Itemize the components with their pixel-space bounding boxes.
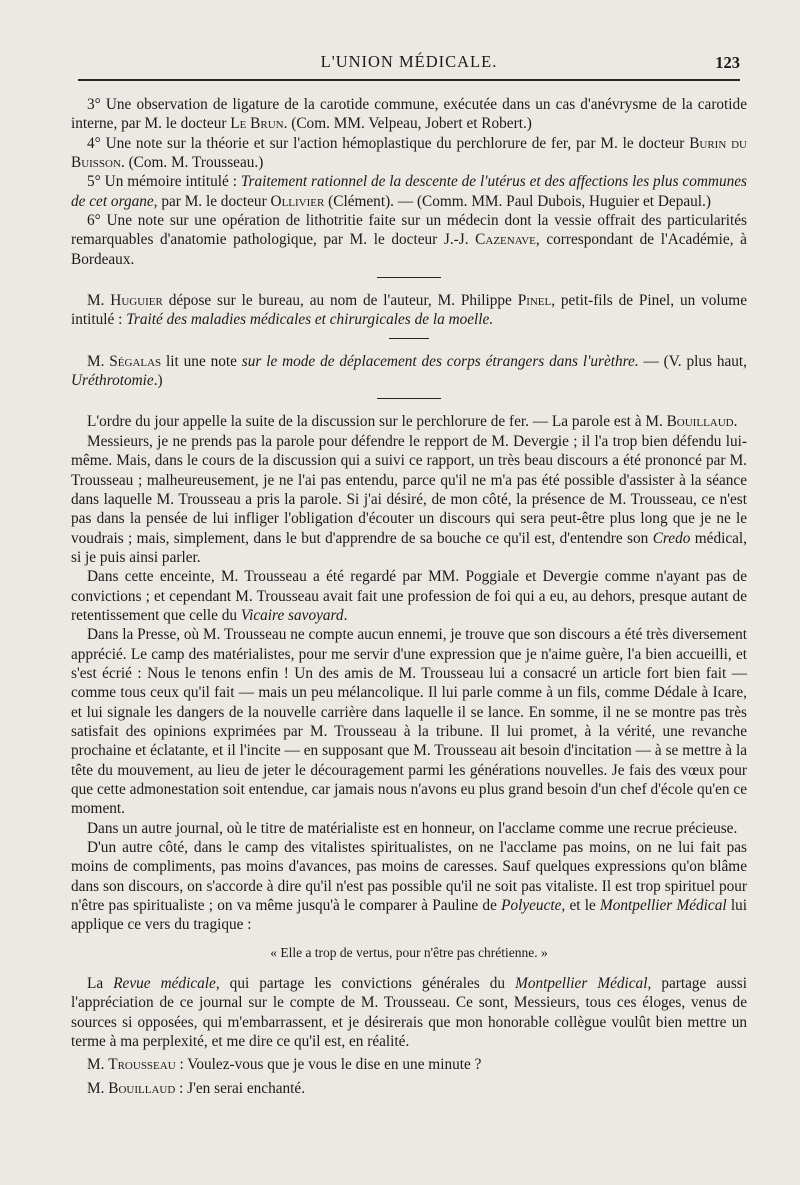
speech-paragraph-5: D'un autre côté, dans le camp des vitalistes spiritualistes, on ne l'acclame pas moins, on ne lui fait pas moins de compliments, pas moins d'avances, pas moins de caresses. Sauf quelques expressions qu'on blâme dans son discours, on s'accorde à dire qu'il n'est pas possible qu'il ne soit pas vitaliste. Il est trop spirituel pour n'être pas spiritualiste ; on va même jusqu'à le comparer à Pauline de Polyeucte, et le Montpellier Médical lui applique ce vers du tragique : [71,839,747,934]
running-title: L'UNION MÉDICALE. [320,52,498,71]
dialogue-bouillaud: M. Bouillaud : J'en serai enchanté. [87,1079,306,1097]
item-3: 3° Une observation de ligature de la carotide commune, exécutée dans un cas d'anévrysme de la carotide interne, par M. le docteur Le Brun. (Com. MM. Velpeau, Jobert et Robert.) [71,96,747,133]
item-5: 5° Un mémoire intitulé : Traitement rationnel de la descente de l'utérus et des affections les plus communes de cet organe, par M. le docteur Ollivier (Clément). — (Comm. MM. Paul Dubois, Huguier et Depaul.) [71,173,747,210]
speech-paragraph-6: La Revue médicale, qui partage les convictions générales du Montpellier Médical, partage aussi l'appréciation de ce journal sur le compte de M. Trousseau. Ce sont, Messieurs, tous ces éloges, venus de sources si opposées, qui m'embarrassent, et je désirerais que mon honorable collègue voulût bien mettre un terme à ma perplexité, et me dire ce qu'il est, en réalité. [71,975,747,1051]
dialogue-trousseau: M. Trousseau : Voulez-vous que je vous le dise en une minute ? [87,1056,482,1074]
order-of-day: L'ordre du jour appelle la suite de la discussion sur le perchlorure de fer. — La parole est à M. Bouillaud. [87,413,738,431]
speech-paragraph-3: Dans la Presse, où M. Trousseau ne compte aucun ennemi, je trouve que son discours a été très diversement apprécié. Le camp des matérialistes, pour me servir d'une expression que je n'aime guère, l'a bien accueilli, et s'est écrié : Nous le tenons enfin ! Un des amis de M. Trousseau lui a consacré un article fort bien fait — comme tous ceux qu'il fait — mais un peu mélancolique. Il lui parle comme à un fils, comme Dédale à Icare, et lui signale les dangers de la nouvelle carrière dans laquelle il se lance. En somme, il ne se montre pas très satisfait des opinions exprimées par M. Trousseau à la tribune. Il lui promet, à la vérité, une revanche prochaine et éclatante, et il l'incite — en supposant que M. Trousseau ait besoin d'incitation — à se mettre à la tête du mouvement, au lieu de jeter le découragement parmi les générations nouvelles. Je fais des vœux pour que cette admonestation soit entendue, car jamais nous n'avons eu plus grand besoin d'un chef d'école qu'en ce moment. [71,626,747,818]
speech-paragraph-1: Messieurs, je ne prends pas la parole pour défendre le repport de M. Devergie ; il l'a trop bien défendu lui-même. Mais, dans le cours de la discussion qui a suivi ce rapport, un très beau discours a été prononcé par M. Trousseau ; malheureusement, je ne l'ai pas entendu, parce qu'il ne m'a pas été possible d'assister à la séance dans laquelle M. Trousseau a pris la parole. Si j'ai désiré, de mon côté, la présence de M. Trousseau, ce n'est pas dans la pensée de lui infliger l'obligation d'écouter un discours qui sera peut-être plus long que je ne le voudrais ; mais, simplement, dans le but d'apprendre de sa bouche ce qu'il est, d'entendre son Credo médical, si je puis ainsi parler. [71,432,747,566]
header-rule [78,79,740,81]
page-number: 123 [715,53,740,72]
speech-paragraph-2: Dans cette enceinte, M. Trousseau a été regardé par MM. Poggiale et Devergie comme n'ayant pas de convictions ; et cependant M. Trousseau avait fait une profession de foi qui a eu, au dehors, presque autant de retentissement que celle du Vicaire savoyard. [71,568,747,624]
segalas-paragraph: M. Ségalas lit une note sur le mode de déplacement des corps étrangers dans l'urèthre. — (V. plus haut, Uréthrotomie.) [71,352,747,390]
item-4: 4° Une note sur la théorie et sur l'action hémoplastique du perchlorure de fer, par M. le docteur Burin du Buisson. (Com. M. Trousseau.) [71,134,747,172]
verse-quote: « Elle a trop de vertus, pour n'être pas chrétienne. » [270,944,548,960]
page-header [78,52,740,76]
item-6: 6° Une note sur une opération de lithotritie faite sur un médecin dont la vessie offrait des particularités remarquables d'anatomie pathologique, par M. le docteur J.-J. Cazenave, correspondant de l'Académie, à Bordeaux. [71,212,747,268]
speech-paragraph-4: Dans un autre journal, où le titre de matérialiste est en honneur, on l'acclame comme une recrue précieuse. [87,819,738,837]
article-body [71,95,747,1098]
huguier-paragraph: M. Huguier dépose sur le bureau, au nom de l'auteur, M. Philippe Pinel, petit-fils de Pinel, un volume intitulé : Traité des maladies médicales et chirurgicales de la moelle. [71,292,747,329]
